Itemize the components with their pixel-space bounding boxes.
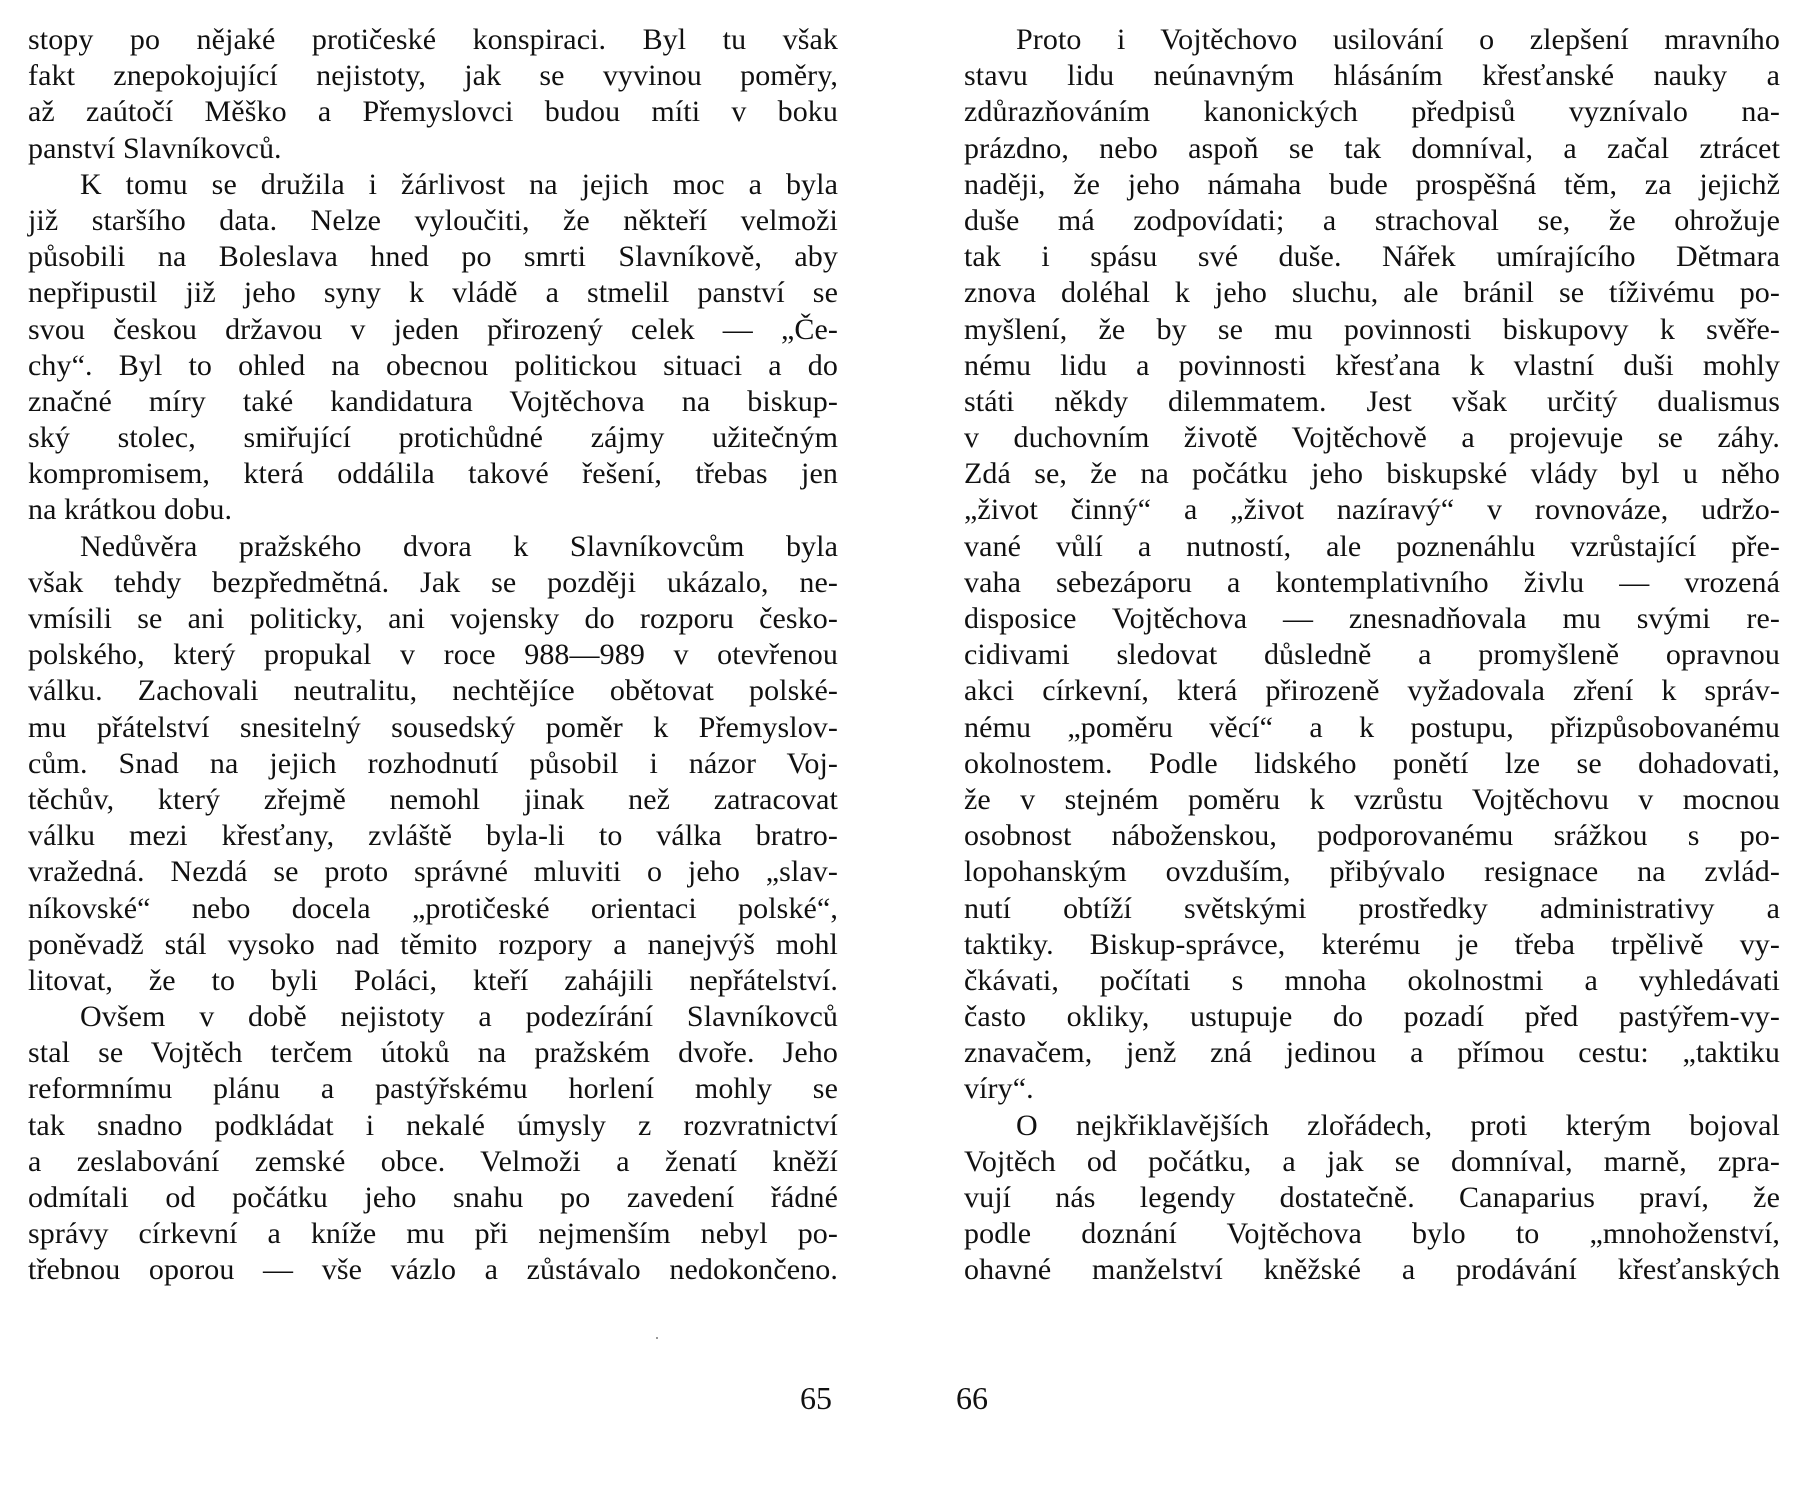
page-number-left: 65 (800, 1380, 832, 1416)
text-line: až zaútočí Měško a Přemyslovci budou míti v boku (28, 95, 838, 129)
text-line: K tomu se družila i žárlivost na jejich moc a byla (80, 167, 838, 201)
text-line: Ovšem v době nejistoty a podezírání Slavníkovců (80, 1000, 838, 1034)
text-line: svou českou državou v jeden přirozený celek — „Če- (28, 312, 838, 346)
text-line: disposice Vojtěchova — znesnadňovala mu svými re- (964, 602, 1780, 635)
text-line: víry“. (964, 1072, 1034, 1106)
text-line: podle doznání Vojtěchova bylo to „mnohoženství, (964, 1217, 1780, 1251)
text-line: vražedná. Nezdá se proto správné mluviti o jeho „slav- (28, 855, 838, 889)
text-line: myšlení, že by se mu povinnosti biskupovy k svěře- (964, 312, 1780, 346)
text-line: správy církevní a kníže mu při nejmenším nebyl po- (28, 1217, 838, 1251)
text-line: však tehdy bezpředmětná. Jak se později ukázalo, ne- (28, 565, 838, 599)
text-line: Nedůvěra pražského dvora k Slavníkovcům byla (80, 529, 838, 563)
text-line: již staršího data. Nelze vyloučiti, že někteří velmoži (28, 203, 838, 237)
print-speck (656, 1337, 658, 1339)
text-line: naději, že jeho námaha bude prospěšná těm, za jejichž (964, 167, 1780, 201)
text-line: Proto i Vojtěchovo usilování o zlepšení mravního (1016, 23, 1780, 56)
text-line: nému lidu a povinnosti křesťana k vlastní duši mohly (964, 348, 1780, 382)
text-line: poněvadž stál vysoko nad těmito rozpory a nanejvýš mohl (28, 927, 838, 961)
text-line: nému „poměru věcí“ a k postupu, přizpůsobovanému (964, 710, 1780, 744)
text-line: Zdá se, že na počátku jeho biskupské vlády byl u něho (964, 457, 1780, 491)
text-line: čkávati, počítati s mnoha okolnostmi a vyhledávati (964, 963, 1780, 997)
text-line: ský stolec, smiřující protichůdné zájmy užitečným (28, 421, 838, 455)
text-line: mu přátelství snesitelný sousedský poměr k Přemyslov- (28, 710, 838, 744)
text-line: O nejkřiklavějších zlořádech, proti kterým bojoval (1016, 1108, 1780, 1142)
text-line: vují nás legendy dostatečně. Canaparius praví, že (964, 1181, 1780, 1214)
text-line: působili na Boleslava hned po smrti Slavníkově, aby (28, 240, 838, 274)
text-line: zdůrazňováním kanonických předpisů vyznívalo na- (964, 95, 1780, 129)
text-line: chy“. Byl to ohled na obecnou politickou situaci a do (28, 348, 838, 382)
text-line: vaha sebezáporu a kontemplativního živlu — vrozená (964, 565, 1780, 599)
text-line: cidivami sledovat důsledně a promyšleně opravnou (964, 638, 1780, 672)
text-line: taktiky. Biskup-správce, kterému je třeba trpělivě vy- (964, 927, 1780, 961)
text-line: Vojtěch od počátku, a jak se domníval, marně, zpra- (964, 1144, 1780, 1178)
text-line: že v stejném poměru k vzrůstu Vojtěchovu v mocnou (964, 782, 1780, 816)
text-line: stal se Vojtěch terčem útoků na pražském dvoře. Jeho (28, 1036, 838, 1070)
text-line: v duchovním životě Vojtěchově a projevuje se záhy. (964, 421, 1780, 455)
text-line: válku. Zachovali neutralitu, nechtějíce obětovat polské- (28, 674, 838, 708)
text-line: polského, který propukal v roce 988—989 v otevřenou (28, 638, 838, 672)
text-line: níkovské“ nebo docela „protičeské orientaci polské“, (28, 891, 838, 925)
text-line: cům. Snad na jejich rozhodnutí působil i názor Voj- (28, 746, 838, 780)
text-line: válku mezi křesťany, zvláště byla-li to válka bratro- (28, 819, 838, 853)
text-line: reformnímu plánu a pastýřskému horlení mohly se (28, 1072, 838, 1106)
text-line: panství Slavníkovců. (28, 131, 282, 165)
text-line: a zeslabování zemské obce. Velmoži a ženatí kněží (28, 1144, 838, 1178)
text-line: těchův, který zřejmě nemohl jinak než zatracovat (28, 782, 838, 816)
text-line: stopy po nějaké protičeské konspiraci. Byl tu však (28, 23, 838, 56)
text-line: vané vůlí a nutností, ale poznenáhlu vzrůstající pře- (964, 529, 1780, 563)
text-line: osobnost náboženskou, podporovanému srážkou s po- (964, 819, 1780, 853)
text-line: litovat, že to byli Poláci, kteří zahájili nepřátelství. (28, 963, 838, 997)
text-line: na krátkou dobu. (28, 493, 233, 527)
text-line: státi někdy dilemmatem. Jest však určitý dualismus (964, 384, 1780, 418)
text-line: duše má zodpovídati; a strachoval se, že ohrožuje (964, 203, 1780, 237)
text-line: vmísili se ani politicky, ani vojensky do rozporu česko- (28, 602, 838, 635)
text-line: znova doléhal k jeho sluchu, ale bránil se tíživému po- (964, 276, 1780, 310)
right-page-text (964, 22, 1780, 1289)
text-line: ohavné manželství kněžské a prodávání křesťanských (964, 1253, 1780, 1287)
text-line: okolnostem. Podle lidského ponětí lze se dohadovati, (964, 746, 1780, 780)
text-line: lopohanským ovzduším, přibývalo resignace na zvlád- (964, 855, 1780, 889)
text-line: prázdno, nebo aspoň se tak domníval, a začal ztrácet (964, 131, 1780, 165)
text-line: kompromisem, která oddálila takové řešení, třebas jen (28, 457, 838, 491)
text-line: často okliky, ustupuje do pozadí před pastýřem-vy- (964, 1000, 1780, 1034)
text-line: odmítali od počátku jeho snahu po zavedení řádné (28, 1181, 838, 1214)
text-line: fakt znepokojující nejistoty, jak se vyvinou poměry, (28, 59, 838, 93)
text-line: akci církevní, která přirozeně vyžadovala zření k správ- (964, 674, 1780, 708)
text-line: značné míry také kandidatura Vojtěchova na biskup- (28, 384, 838, 418)
text-line: tak snadno podkládat i nekalé úmysly z rozvratnictví (28, 1108, 838, 1142)
text-line: nutí obtíží světskými prostředky administrativy a (964, 891, 1780, 925)
page-number-right: 66 (956, 1380, 988, 1416)
text-line: třebnou oporou — vše vázlo a zůstávalo nedokončeno. (28, 1253, 838, 1287)
text-line: stavu lidu neúnavným hlásáním křesťanské nauky a (964, 59, 1780, 93)
text-line: nepřipustil již jeho syny k vládě a stmelil panství se (28, 276, 838, 310)
text-line: znavačem, jenž zná jedinou a přímou cestu: „taktiku (964, 1036, 1780, 1070)
text-line: „život činný“ a „život nazíravý“ v rovnováze, udržo- (964, 493, 1780, 527)
text-line: tak i spásu své duše. Nářek umírajícího Dětmara (964, 240, 1780, 274)
left-page-text (28, 22, 838, 1289)
